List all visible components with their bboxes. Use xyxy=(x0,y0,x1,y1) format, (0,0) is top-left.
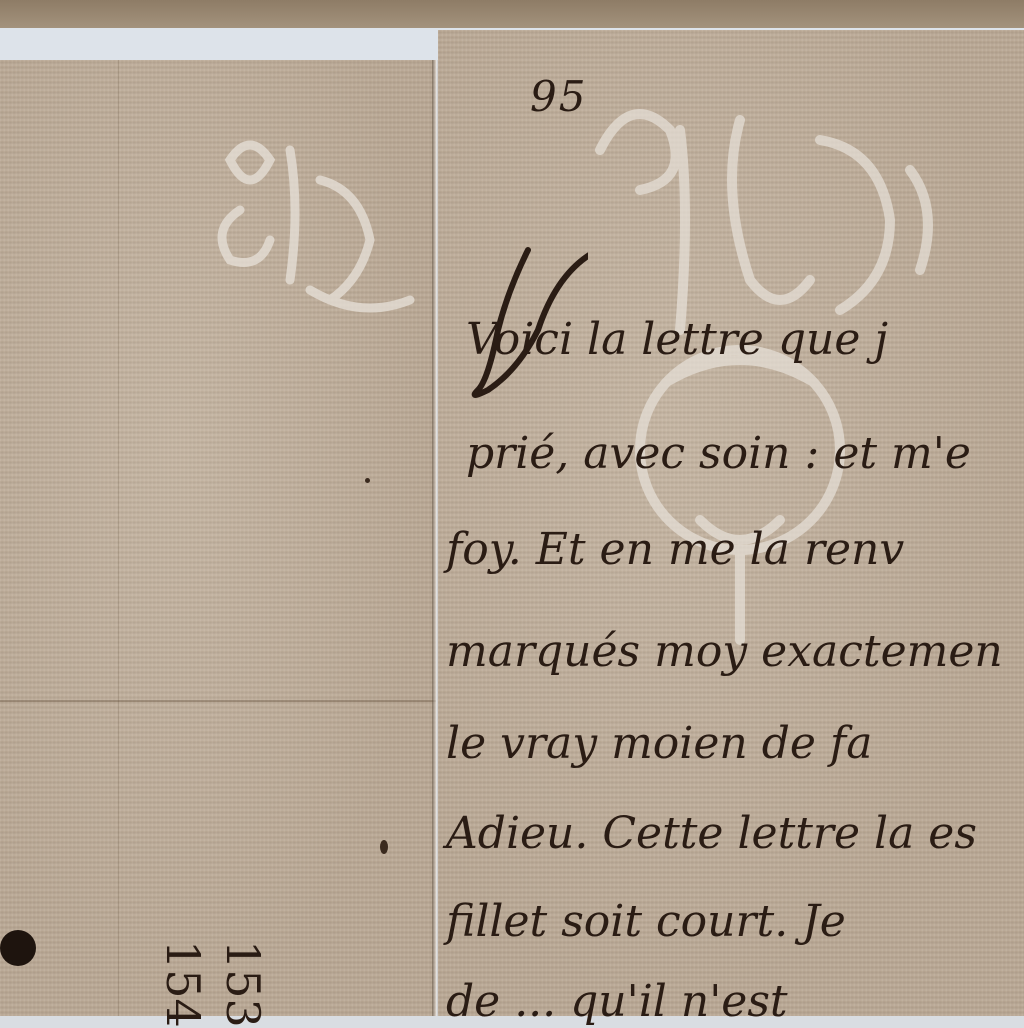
ink-blot xyxy=(0,930,36,966)
archive-number-153: 153 xyxy=(216,940,270,1028)
letter-line-6: Adieu. Cette lettre la es xyxy=(446,808,977,859)
paper-fleck xyxy=(380,840,388,854)
paper-fleck xyxy=(365,478,370,483)
letter-line-4: marqués moy exactemen xyxy=(446,626,1003,677)
archive-number-154: 154 xyxy=(156,940,210,1028)
left-page xyxy=(0,60,436,1028)
letter-line-7: fillet soit court. Je xyxy=(446,896,846,947)
page-number: 95 xyxy=(530,72,588,121)
letter-line-5: le vray moien de fa xyxy=(446,718,873,769)
letter-line-8: de ... qu'il n'est xyxy=(446,976,788,1027)
letter-line-1: Voici la lettre que j xyxy=(466,314,888,365)
letter-line-2: prié, avec soin : et m'e xyxy=(466,428,971,479)
letter-line-3: foy. Et en me la renv xyxy=(446,524,905,575)
watermark-left-icon xyxy=(170,120,430,350)
